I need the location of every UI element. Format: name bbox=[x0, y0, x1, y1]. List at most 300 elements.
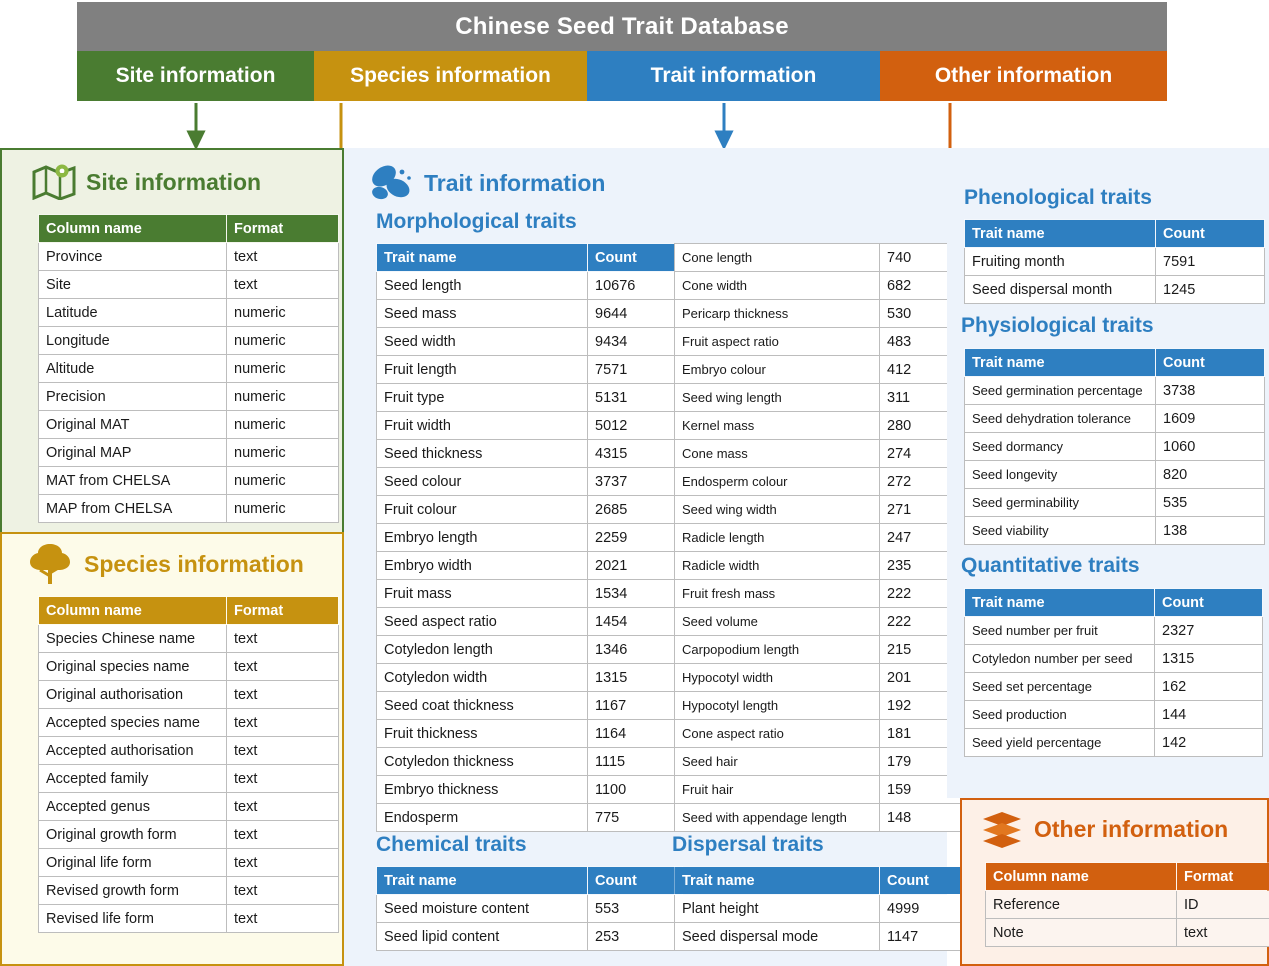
cell-count: 9644 bbox=[588, 300, 683, 328]
cell-trait-name: Seed hair bbox=[675, 748, 880, 776]
cell-count: 9434 bbox=[588, 328, 683, 356]
species-panel-heading bbox=[26, 540, 304, 588]
table-row bbox=[675, 244, 973, 272]
table-row bbox=[675, 356, 973, 384]
phenological-traits-title: Phenological traits bbox=[964, 186, 1152, 209]
cell-count: 1100 bbox=[588, 776, 683, 804]
species-panel-title: Species information bbox=[84, 550, 304, 577]
table-row bbox=[965, 461, 1265, 489]
cell-format: numeric bbox=[227, 495, 339, 523]
col-header-count: Count bbox=[1155, 589, 1263, 617]
cell-trait-name: Seed with appendage length bbox=[675, 804, 880, 832]
table-row bbox=[965, 433, 1265, 461]
table-row bbox=[675, 496, 973, 524]
cell-trait-name: Pericarp thickness bbox=[675, 300, 880, 328]
table-row bbox=[675, 776, 973, 804]
cell-trait-name: Cotyledon width bbox=[377, 664, 588, 692]
trait-right-column bbox=[947, 148, 1269, 798]
cell-count: 1147 bbox=[880, 923, 973, 951]
cell-format: text bbox=[1177, 919, 1269, 947]
cell-trait-name: Seed germination percentage bbox=[965, 377, 1156, 405]
col-header-trait-name: Trait name bbox=[377, 244, 588, 272]
site-panel-title: Site information bbox=[86, 168, 262, 195]
cell-column-name: Reference bbox=[986, 891, 1177, 919]
cell-count: 1060 bbox=[1156, 433, 1265, 461]
cell-count: 1454 bbox=[588, 608, 683, 636]
cell-trait-name: Fruit thickness bbox=[377, 720, 588, 748]
table-row bbox=[39, 737, 339, 765]
cell-trait-name: Endosperm colour bbox=[675, 468, 880, 496]
cell-column-name: Precision bbox=[39, 383, 227, 411]
cell-count: 274 bbox=[880, 440, 973, 468]
cell-trait-name: Seed set percentage bbox=[965, 673, 1155, 701]
cell-count: 2021 bbox=[588, 552, 683, 580]
cell-count: 4999 bbox=[880, 895, 973, 923]
cell-trait-name: Seed thickness bbox=[377, 440, 588, 468]
cell-count: 740 bbox=[880, 244, 973, 272]
cell-column-name: Longitude bbox=[39, 327, 227, 355]
table-row bbox=[39, 327, 339, 355]
cell-format: text bbox=[227, 625, 339, 653]
cell-format: numeric bbox=[227, 411, 339, 439]
table-header-row bbox=[377, 244, 683, 272]
table-row bbox=[39, 383, 339, 411]
col-header-count: Count bbox=[1156, 220, 1265, 248]
cell-format: text bbox=[227, 681, 339, 709]
col-header-count: Count bbox=[588, 867, 683, 895]
cell-column-name: Original life form bbox=[39, 849, 227, 877]
cell-format: text bbox=[227, 243, 339, 271]
cell-count: 1315 bbox=[588, 664, 683, 692]
cell-trait-name: Radicle length bbox=[675, 524, 880, 552]
table-row bbox=[965, 701, 1263, 729]
cell-count: 144 bbox=[1155, 701, 1263, 729]
cell-trait-name: Cone width bbox=[675, 272, 880, 300]
table-header-row bbox=[39, 215, 339, 243]
page-title: Chinese Seed Trait Database bbox=[77, 2, 1167, 51]
table-row bbox=[377, 580, 683, 608]
col-header-trait-name: Trait name bbox=[377, 867, 588, 895]
cell-format: ID bbox=[1177, 891, 1269, 919]
cell-column-name: Original growth form bbox=[39, 821, 227, 849]
cell-count: 535 bbox=[1156, 489, 1265, 517]
table-row bbox=[39, 709, 339, 737]
col-header-count: Count bbox=[880, 867, 973, 895]
cell-trait-name: Fruit hair bbox=[675, 776, 880, 804]
table-row bbox=[675, 440, 973, 468]
table-row bbox=[675, 552, 973, 580]
table-row bbox=[377, 384, 683, 412]
cell-trait-name: Embryo length bbox=[377, 524, 588, 552]
quantitative-traits-table bbox=[964, 588, 1263, 757]
table-row bbox=[675, 468, 973, 496]
cell-trait-name: Fruit width bbox=[377, 412, 588, 440]
cell-trait-name: Seed moisture content bbox=[377, 895, 588, 923]
table-row bbox=[39, 793, 339, 821]
trait-information-panel bbox=[344, 148, 947, 966]
cell-trait-name: Hypocotyl length bbox=[675, 692, 880, 720]
cell-trait-name: Fruiting month bbox=[965, 248, 1156, 276]
col-header-format: Format bbox=[227, 597, 339, 625]
dispersal-traits-table bbox=[674, 866, 973, 951]
cell-trait-name: Fruit mass bbox=[377, 580, 588, 608]
table-row bbox=[965, 517, 1265, 545]
cell-trait-name: Seed germinability bbox=[965, 489, 1156, 517]
table-header-row bbox=[965, 349, 1265, 377]
books-icon bbox=[980, 808, 1024, 850]
seed-icon bbox=[368, 162, 414, 204]
cell-trait-name: Cone mass bbox=[675, 440, 880, 468]
table-row bbox=[377, 608, 683, 636]
cell-count: 2327 bbox=[1155, 617, 1263, 645]
col-header-column-name: Column name bbox=[39, 597, 227, 625]
cell-trait-name: Seed wing width bbox=[675, 496, 880, 524]
cell-count: 1315 bbox=[1155, 645, 1263, 673]
table-row bbox=[986, 891, 1269, 919]
cell-trait-name: Seed volume bbox=[675, 608, 880, 636]
cell-count: 271 bbox=[880, 496, 973, 524]
cell-count: 1115 bbox=[588, 748, 683, 776]
table-row bbox=[675, 748, 973, 776]
table-row bbox=[965, 276, 1265, 304]
table-row bbox=[39, 821, 339, 849]
cell-count: 235 bbox=[880, 552, 973, 580]
cell-count: 1534 bbox=[588, 580, 683, 608]
cell-trait-name: Embryo thickness bbox=[377, 776, 588, 804]
table-header-row bbox=[965, 220, 1265, 248]
col-header-format: Format bbox=[227, 215, 339, 243]
cell-format: numeric bbox=[227, 467, 339, 495]
cell-trait-name: Seed number per fruit bbox=[965, 617, 1155, 645]
cell-format: text bbox=[227, 653, 339, 681]
chemical-traits-table bbox=[376, 866, 683, 951]
cell-trait-name: Fruit colour bbox=[377, 496, 588, 524]
table-row bbox=[965, 645, 1263, 673]
cell-count: 253 bbox=[588, 923, 683, 951]
table-row bbox=[377, 923, 683, 951]
cell-count: 1245 bbox=[1156, 276, 1265, 304]
cell-trait-name: Fruit length bbox=[377, 356, 588, 384]
cell-trait-name: Cone aspect ratio bbox=[675, 720, 880, 748]
table-row bbox=[377, 496, 683, 524]
cell-trait-name: Seed coat thickness bbox=[377, 692, 588, 720]
table-row bbox=[675, 272, 973, 300]
cell-trait-name: Hypocotyl width bbox=[675, 664, 880, 692]
cell-column-name: Original authorisation bbox=[39, 681, 227, 709]
cell-count: 215 bbox=[880, 636, 973, 664]
cell-count: 7591 bbox=[1156, 248, 1265, 276]
cell-format: text bbox=[227, 765, 339, 793]
cell-column-name: Accepted species name bbox=[39, 709, 227, 737]
cell-count: 222 bbox=[880, 608, 973, 636]
database-header bbox=[77, 2, 1167, 103]
cell-trait-name: Seed aspect ratio bbox=[377, 608, 588, 636]
cell-count: 272 bbox=[880, 468, 973, 496]
table-row bbox=[377, 692, 683, 720]
site-information-panel bbox=[0, 148, 344, 537]
cell-column-name: MAP from CHELSA bbox=[39, 495, 227, 523]
cell-format: numeric bbox=[227, 383, 339, 411]
table-row bbox=[377, 895, 683, 923]
header-tab-bar bbox=[77, 51, 1167, 101]
cell-trait-name: Seed yield percentage bbox=[965, 729, 1155, 757]
cell-count: 1346 bbox=[588, 636, 683, 664]
table-row bbox=[965, 405, 1265, 433]
table-row bbox=[675, 412, 973, 440]
cell-count: 1609 bbox=[1156, 405, 1265, 433]
cell-trait-name: Fruit type bbox=[377, 384, 588, 412]
cell-count: 4315 bbox=[588, 440, 683, 468]
cell-column-name: MAT from CHELSA bbox=[39, 467, 227, 495]
cell-format: numeric bbox=[227, 355, 339, 383]
cell-column-name: Note bbox=[986, 919, 1177, 947]
cell-trait-name: Seed dispersal mode bbox=[675, 923, 880, 951]
table-row bbox=[39, 271, 339, 299]
table-row bbox=[675, 636, 973, 664]
cell-trait-name: Cotyledon thickness bbox=[377, 748, 588, 776]
cell-trait-name: Seed viability bbox=[965, 517, 1156, 545]
cell-format: text bbox=[227, 793, 339, 821]
cell-count: 222 bbox=[880, 580, 973, 608]
cell-trait-name: Seed length bbox=[377, 272, 588, 300]
col-header-trait-name: Trait name bbox=[965, 220, 1156, 248]
table-row bbox=[675, 608, 973, 636]
table-row bbox=[675, 524, 973, 552]
table-row bbox=[39, 243, 339, 271]
table-row bbox=[377, 748, 683, 776]
cell-format: text bbox=[227, 849, 339, 877]
cell-trait-name: Fruit aspect ratio bbox=[675, 328, 880, 356]
table-header-row bbox=[675, 867, 973, 895]
tab-site-information[interactable]: Site information bbox=[77, 51, 314, 101]
cell-count: 3737 bbox=[588, 468, 683, 496]
morphological-traits-table-right bbox=[674, 243, 973, 832]
cell-trait-name: Cone length bbox=[675, 244, 880, 272]
cell-count: 483 bbox=[880, 328, 973, 356]
table-row bbox=[39, 467, 339, 495]
table-row bbox=[377, 412, 683, 440]
cell-count: 311 bbox=[880, 384, 973, 412]
cell-column-name: Site bbox=[39, 271, 227, 299]
cell-count: 280 bbox=[880, 412, 973, 440]
cell-count: 142 bbox=[1155, 729, 1263, 757]
cell-format: numeric bbox=[227, 299, 339, 327]
site-information-table bbox=[38, 214, 339, 523]
cell-count: 148 bbox=[880, 804, 973, 832]
table-row bbox=[39, 681, 339, 709]
trait-panel-heading bbox=[368, 162, 605, 204]
cell-format: text bbox=[227, 737, 339, 765]
table-row bbox=[377, 300, 683, 328]
cell-count: 820 bbox=[1156, 461, 1265, 489]
col-header-column-name: Column name bbox=[39, 215, 227, 243]
cell-count: 201 bbox=[880, 664, 973, 692]
cell-format: text bbox=[227, 821, 339, 849]
table-row bbox=[675, 580, 973, 608]
table-row bbox=[965, 248, 1265, 276]
table-row bbox=[377, 356, 683, 384]
cell-count: 553 bbox=[588, 895, 683, 923]
tab-trait-information[interactable]: Trait information bbox=[587, 51, 880, 101]
table-row bbox=[377, 272, 683, 300]
table-row bbox=[675, 804, 973, 832]
site-panel-heading bbox=[32, 164, 261, 200]
cell-format: text bbox=[227, 709, 339, 737]
table-row bbox=[377, 524, 683, 552]
cell-trait-name: Seed mass bbox=[377, 300, 588, 328]
table-row bbox=[675, 923, 973, 951]
table-header-row bbox=[377, 867, 683, 895]
col-header-trait-name: Trait name bbox=[965, 589, 1155, 617]
table-row bbox=[675, 328, 973, 356]
cell-count: 682 bbox=[880, 272, 973, 300]
table-row bbox=[39, 299, 339, 327]
cell-count: 159 bbox=[880, 776, 973, 804]
cell-column-name: Latitude bbox=[39, 299, 227, 327]
table-row bbox=[377, 664, 683, 692]
cell-count: 10676 bbox=[588, 272, 683, 300]
cell-column-name: Altitude bbox=[39, 355, 227, 383]
cell-trait-name: Seed longevity bbox=[965, 461, 1156, 489]
physiological-traits-title: Physiological traits bbox=[961, 314, 1154, 337]
table-row bbox=[39, 877, 339, 905]
physiological-traits-table bbox=[964, 348, 1265, 545]
species-information-panel bbox=[0, 532, 344, 966]
table-row bbox=[39, 905, 339, 933]
cell-trait-name: Seed wing length bbox=[675, 384, 880, 412]
cell-trait-name: Seed dehydration tolerance bbox=[965, 405, 1156, 433]
cell-trait-name: Seed width bbox=[377, 328, 588, 356]
table-row bbox=[39, 495, 339, 523]
table-row bbox=[39, 411, 339, 439]
cell-trait-name: Kernel mass bbox=[675, 412, 880, 440]
table-header-row bbox=[39, 597, 339, 625]
table-row bbox=[965, 617, 1263, 645]
cell-trait-name: Embryo width bbox=[377, 552, 588, 580]
cell-column-name: Accepted genus bbox=[39, 793, 227, 821]
table-row bbox=[39, 765, 339, 793]
cell-count: 5012 bbox=[588, 412, 683, 440]
cell-column-name: Revised growth form bbox=[39, 877, 227, 905]
table-row bbox=[39, 653, 339, 681]
cell-count: 775 bbox=[588, 804, 683, 832]
cell-trait-name: Seed dispersal month bbox=[965, 276, 1156, 304]
map-icon bbox=[32, 164, 76, 200]
table-row bbox=[675, 895, 973, 923]
table-header-row bbox=[986, 863, 1269, 891]
cell-trait-name: Seed lipid content bbox=[377, 923, 588, 951]
cell-count: 530 bbox=[880, 300, 973, 328]
table-row bbox=[377, 804, 683, 832]
table-row bbox=[39, 625, 339, 653]
cell-format: numeric bbox=[227, 327, 339, 355]
quantitative-traits-title: Quantitative traits bbox=[961, 554, 1140, 577]
cell-count: 247 bbox=[880, 524, 973, 552]
cell-count: 7571 bbox=[588, 356, 683, 384]
table-row bbox=[965, 673, 1263, 701]
tab-other-information[interactable]: Other information bbox=[880, 51, 1167, 101]
cell-count: 412 bbox=[880, 356, 973, 384]
cell-column-name: Original MAP bbox=[39, 439, 227, 467]
col-header-count: Count bbox=[588, 244, 683, 272]
other-panel-title: Other information bbox=[1034, 815, 1229, 842]
cell-column-name: Revised life form bbox=[39, 905, 227, 933]
trait-panel-title: Trait information bbox=[424, 169, 606, 196]
cell-count: 138 bbox=[1156, 517, 1265, 545]
chemical-traits-title: Chemical traits bbox=[376, 833, 527, 856]
cell-count: 181 bbox=[880, 720, 973, 748]
table-row bbox=[965, 489, 1265, 517]
other-information-panel bbox=[960, 798, 1269, 966]
cell-trait-name: Seed production bbox=[965, 701, 1155, 729]
table-row bbox=[675, 692, 973, 720]
cell-format: numeric bbox=[227, 439, 339, 467]
cell-count: 3738 bbox=[1156, 377, 1265, 405]
other-panel-heading bbox=[980, 808, 1228, 850]
cell-count: 192 bbox=[880, 692, 973, 720]
cell-count: 1167 bbox=[588, 692, 683, 720]
table-row bbox=[986, 919, 1269, 947]
phenological-traits-table bbox=[964, 219, 1265, 304]
table-row bbox=[965, 729, 1263, 757]
table-row bbox=[377, 552, 683, 580]
cell-column-name: Accepted authorisation bbox=[39, 737, 227, 765]
table-row bbox=[377, 440, 683, 468]
morphological-traits-title: Morphological traits bbox=[376, 210, 577, 233]
cell-count: 162 bbox=[1155, 673, 1263, 701]
table-row bbox=[675, 384, 973, 412]
col-header-column-name: Column name bbox=[986, 863, 1177, 891]
table-row bbox=[39, 439, 339, 467]
other-information-table bbox=[985, 862, 1269, 947]
cell-count: 2259 bbox=[588, 524, 683, 552]
cell-column-name: Province bbox=[39, 243, 227, 271]
cell-column-name: Species Chinese name bbox=[39, 625, 227, 653]
tab-species-information[interactable]: Species information bbox=[314, 51, 587, 101]
dispersal-traits-title: Dispersal traits bbox=[672, 833, 824, 856]
cell-trait-name: Endosperm bbox=[377, 804, 588, 832]
cell-column-name: Original species name bbox=[39, 653, 227, 681]
cell-format: text bbox=[227, 271, 339, 299]
cell-trait-name: Embryo colour bbox=[675, 356, 880, 384]
cell-trait-name: Cotyledon length bbox=[377, 636, 588, 664]
table-row bbox=[377, 636, 683, 664]
cell-format: text bbox=[227, 877, 339, 905]
cell-column-name: Original MAT bbox=[39, 411, 227, 439]
col-header-trait-name: Trait name bbox=[965, 349, 1156, 377]
col-header-trait-name: Trait name bbox=[675, 867, 880, 895]
cell-trait-name: Plant height bbox=[675, 895, 880, 923]
cell-trait-name: Cotyledon number per seed bbox=[965, 645, 1155, 673]
table-row bbox=[377, 328, 683, 356]
table-row bbox=[377, 468, 683, 496]
cell-trait-name: Fruit fresh mass bbox=[675, 580, 880, 608]
cell-trait-name: Seed colour bbox=[377, 468, 588, 496]
species-information-table bbox=[38, 596, 339, 933]
table-row bbox=[965, 377, 1265, 405]
table-row bbox=[675, 300, 973, 328]
table-row bbox=[39, 355, 339, 383]
table-row bbox=[675, 720, 973, 748]
table-header-row bbox=[965, 589, 1263, 617]
cell-column-name: Accepted family bbox=[39, 765, 227, 793]
cell-count: 5131 bbox=[588, 384, 683, 412]
table-row bbox=[377, 776, 683, 804]
col-header-count: Count bbox=[1156, 349, 1265, 377]
cell-trait-name: Radicle width bbox=[675, 552, 880, 580]
cell-trait-name: Seed dormancy bbox=[965, 433, 1156, 461]
cell-count: 179 bbox=[880, 748, 973, 776]
